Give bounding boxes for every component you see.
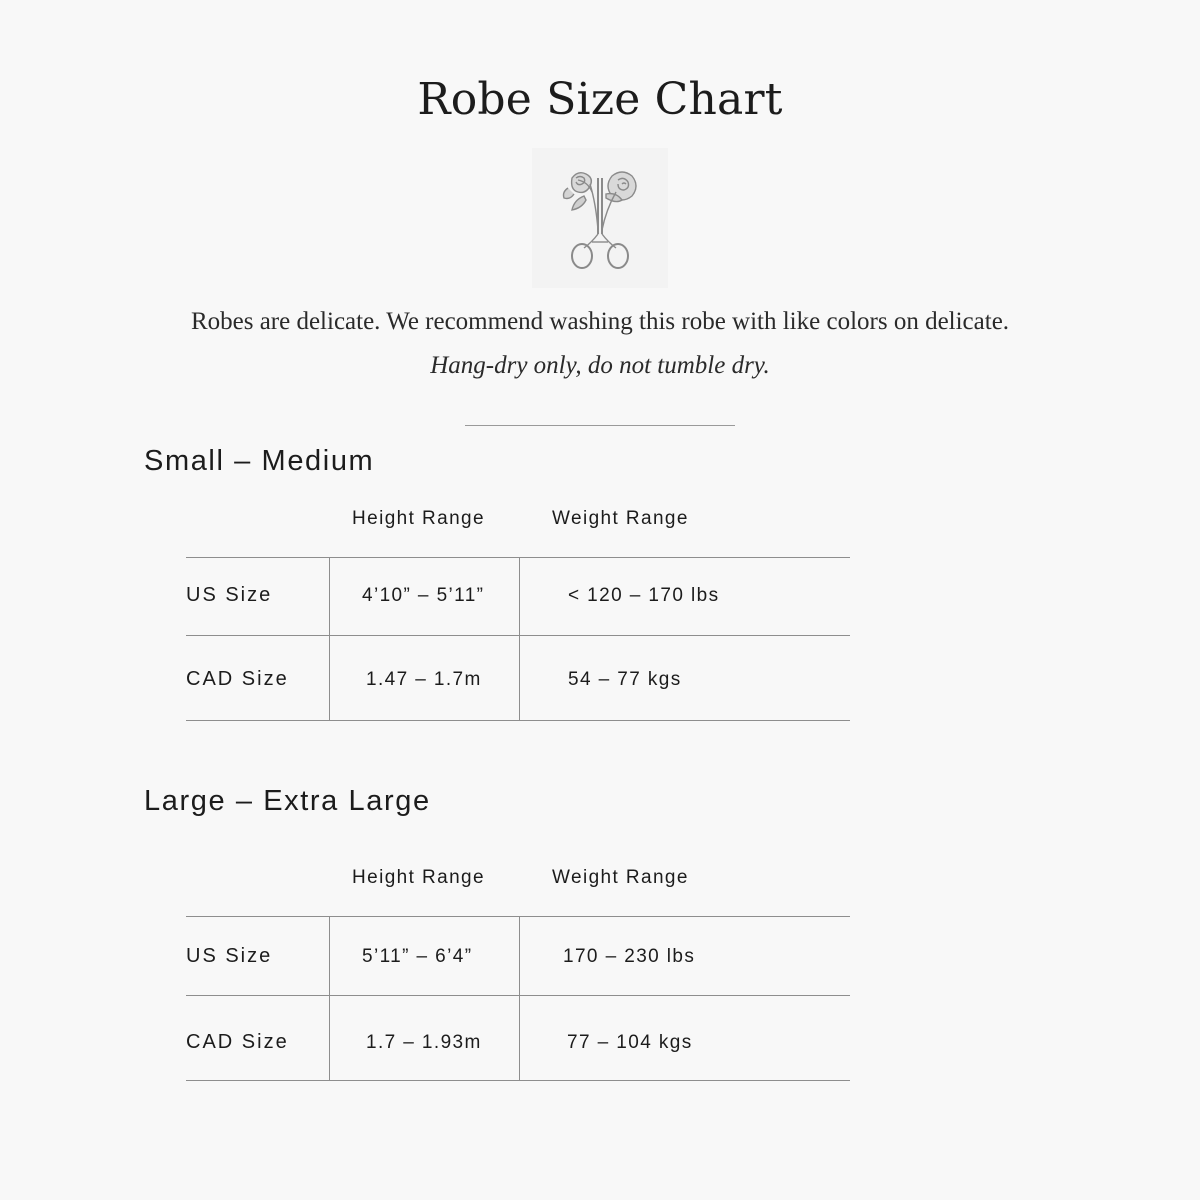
table-rule	[186, 635, 850, 636]
cell-height-range: 1.47 – 1.7m	[366, 669, 482, 690]
care-warning: Hang-dry only, do not tumble dry.	[430, 352, 770, 379]
divider	[465, 425, 735, 426]
cell-weight-range: < 120 – 170 lbs	[568, 585, 720, 606]
column-header-height: Height Range	[352, 867, 485, 888]
table-column-divider	[519, 916, 520, 1081]
cell-height-range: 4’10” – 5’11”	[362, 585, 485, 606]
care-instructions: Robes are delicate. We recommend washing this robe with like colors on delicate.	[190, 308, 1010, 335]
column-header-height: Height Range	[352, 508, 485, 529]
section-title: Small – Medium	[144, 445, 375, 477]
row-label-us-size: US Size	[186, 584, 273, 606]
row-label-us-size: US Size	[186, 945, 273, 967]
rose-forceps-icon	[532, 148, 668, 288]
column-header-weight: Weight Range	[552, 867, 689, 888]
cell-height-range: 1.7 – 1.93m	[366, 1032, 482, 1053]
table-rule	[186, 1080, 850, 1081]
row-label-cad-size: CAD Size	[186, 1031, 289, 1053]
table-column-divider	[519, 557, 520, 721]
cell-height-range: 5’11” – 6’4”	[362, 946, 473, 967]
table-rule	[186, 995, 850, 996]
table-rule	[186, 916, 850, 917]
table-rule	[186, 720, 850, 721]
cell-weight-range: 77 – 104 kgs	[567, 1032, 693, 1053]
cell-weight-range: 54 – 77 kgs	[568, 669, 682, 690]
page-title: Robe Size Chart	[417, 74, 783, 125]
row-label-cad-size: CAD Size	[186, 668, 289, 690]
table-column-divider	[329, 557, 330, 721]
table-rule	[186, 557, 850, 558]
cell-weight-range: 170 – 230 lbs	[563, 946, 696, 967]
table-column-divider	[329, 916, 330, 1081]
column-header-weight: Weight Range	[552, 508, 689, 529]
section-title: Large – Extra Large	[144, 785, 431, 817]
